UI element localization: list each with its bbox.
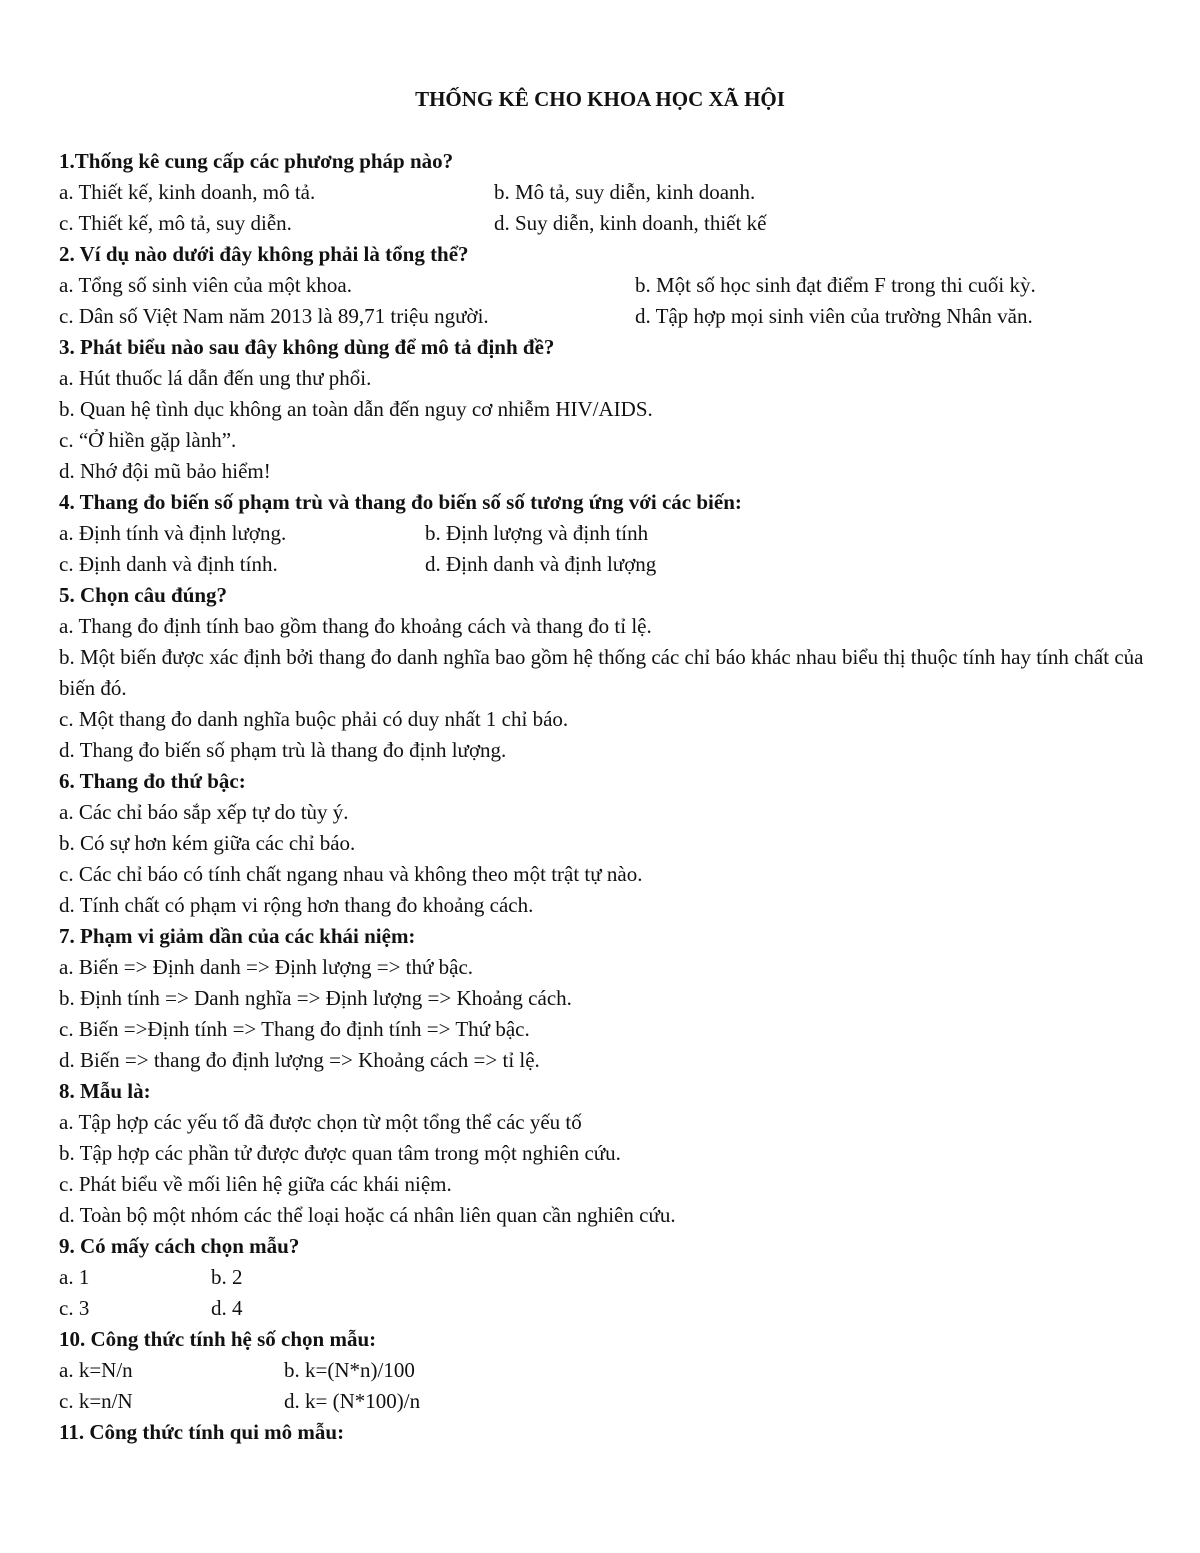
question-list <box>59 146 1144 1448</box>
option-c: c. Một thang đo danh nghĩa buộc phải có duy nhất 1 chỉ báo. <box>59 707 569 731</box>
options-row <box>59 208 1144 239</box>
option-a: a. Định tính và định lượng. <box>59 521 287 545</box>
options-row <box>59 301 1144 332</box>
options-row <box>59 1262 1144 1293</box>
question-6: 6. Thang đo thứ bậc: <box>59 769 246 793</box>
option-a: a. Biến => Định danh => Định lượng => thứ bậc. <box>59 955 474 979</box>
option-c: c. Phát biểu về mối liên hệ giữa các khái niệm. <box>59 1172 452 1196</box>
question-9: 9. Có mấy cách chọn mẫu? <box>59 1234 300 1258</box>
option-b: b. Mô tả, suy diễn, kinh doanh. <box>494 180 756 204</box>
option-a: a. Hút thuốc lá dẫn đến ung thư phổi. <box>59 366 372 390</box>
option-b: b. Có sự hơn kém giữa các chỉ báo. <box>59 831 356 855</box>
option-a: a. Các chỉ báo sắp xếp tự do tùy ý. <box>59 800 349 824</box>
option-b: b. Định lượng và định tính <box>425 521 649 545</box>
question-3: 3. Phát biểu nào sau đây không dùng để mô tả định đề? <box>59 335 555 359</box>
options-row <box>59 518 1144 549</box>
question-2: 2. Ví dụ nào dưới đây không phải là tổng thể? <box>59 242 469 266</box>
option-b: b. Một biến được xác định bởi thang đo danh nghĩa bao gồm hệ thống các chỉ báo khác nhau biểu thị thuộc tính hay tính chất của biến đó. <box>59 645 1144 700</box>
options-row <box>59 549 1144 580</box>
options-row <box>59 1386 1144 1417</box>
option-c: c. 3 <box>59 1296 90 1320</box>
option-b: b. k=(N*n)/100 <box>284 1358 415 1382</box>
option-b: b. Quan hệ tình dục không an toàn dẫn đến nguy cơ nhiễm HIV/AIDS. <box>59 397 653 421</box>
question-8: 8. Mẫu là: <box>59 1079 151 1103</box>
option-c: c. Các chỉ báo có tính chất ngang nhau và không theo một trật tự nào. <box>59 862 643 886</box>
option-d: d. Tập hợp mọi sinh viên của trường Nhân văn. <box>635 304 1033 328</box>
option-d: d. Tính chất có phạm vi rộng hơn thang đo khoảng cách. <box>59 893 534 917</box>
option-c: c. “Ở hiền gặp lành”. <box>59 428 237 452</box>
option-d: d. Toàn bộ một nhóm các thể loại hoặc cá nhân liên quan cần nghiên cứu. <box>59 1203 676 1227</box>
question-10: 10. Công thức tính hệ số chọn mẫu: <box>59 1327 377 1351</box>
option-b: b. Định tính => Danh nghĩa => Định lượng => Khoảng cách. <box>59 986 572 1010</box>
options-row <box>59 1355 1144 1386</box>
option-d: d. Thang đo biến số phạm trù là thang đo định lượng. <box>59 738 507 762</box>
option-a: a. k=N/n <box>59 1358 133 1382</box>
options-row <box>59 1293 1144 1324</box>
option-c: c. Định danh và định tính. <box>59 552 278 576</box>
option-c: c. k=n/N <box>59 1389 133 1413</box>
option-a: a. 1 <box>59 1265 90 1289</box>
option-d: d. Suy diễn, kinh doanh, thiết kế <box>494 211 767 235</box>
options-row <box>59 270 1144 301</box>
question-11: 11. Công thức tính qui mô mẫu: <box>59 1420 345 1444</box>
question-1: 1.Thống kê cung cấp các phương pháp nào? <box>59 149 454 173</box>
question-4: 4. Thang đo biến số phạm trù và thang đo biến số số tương ứng với các biến: <box>59 490 742 514</box>
option-a: a. Tổng số sinh viên của một khoa. <box>59 273 352 297</box>
option-d: d. k= (N*100)/n <box>284 1389 421 1413</box>
option-a: a. Thang đo định tính bao gồm thang đo khoảng cách và thang đo tỉ lệ. <box>59 614 652 638</box>
option-c: c. Thiết kế, mô tả, suy diễn. <box>59 211 292 235</box>
option-d: d. Biến => thang đo định lượng => Khoảng cách => tỉ lệ. <box>59 1048 540 1072</box>
option-c: c. Dân số Việt Nam năm 2013 là 89,71 triệu người. <box>59 304 489 328</box>
question-5: 5. Chọn câu đúng? <box>59 583 228 607</box>
option-d: d. 4 <box>211 1296 243 1320</box>
option-a: a. Thiết kế, kinh doanh, mô tả. <box>59 180 316 204</box>
option-b: b. Một số học sinh đạt điểm F trong thi cuối kỳ. <box>635 273 1036 297</box>
option-d: d. Nhớ đội mũ bảo hiểm! <box>59 459 271 483</box>
document-title: THỐNG KÊ CHO KHOA HỌC XÃ HỘI <box>415 87 785 111</box>
option-d: d. Định danh và định lượng <box>425 552 657 576</box>
options-row <box>59 177 1144 208</box>
option-c: c. Biến =>Định tính => Thang đo định tính => Thứ bậc. <box>59 1017 530 1041</box>
question-7: 7. Phạm vi giảm dần của các khái niệm: <box>59 924 416 948</box>
option-b: b. Tập hợp các phần tử được được quan tâm trong một nghiên cứu. <box>59 1141 621 1165</box>
option-b: b. 2 <box>211 1265 243 1289</box>
option-a: a. Tập hợp các yếu tố đã được chọn từ một tổng thể các yếu tố <box>59 1110 582 1134</box>
